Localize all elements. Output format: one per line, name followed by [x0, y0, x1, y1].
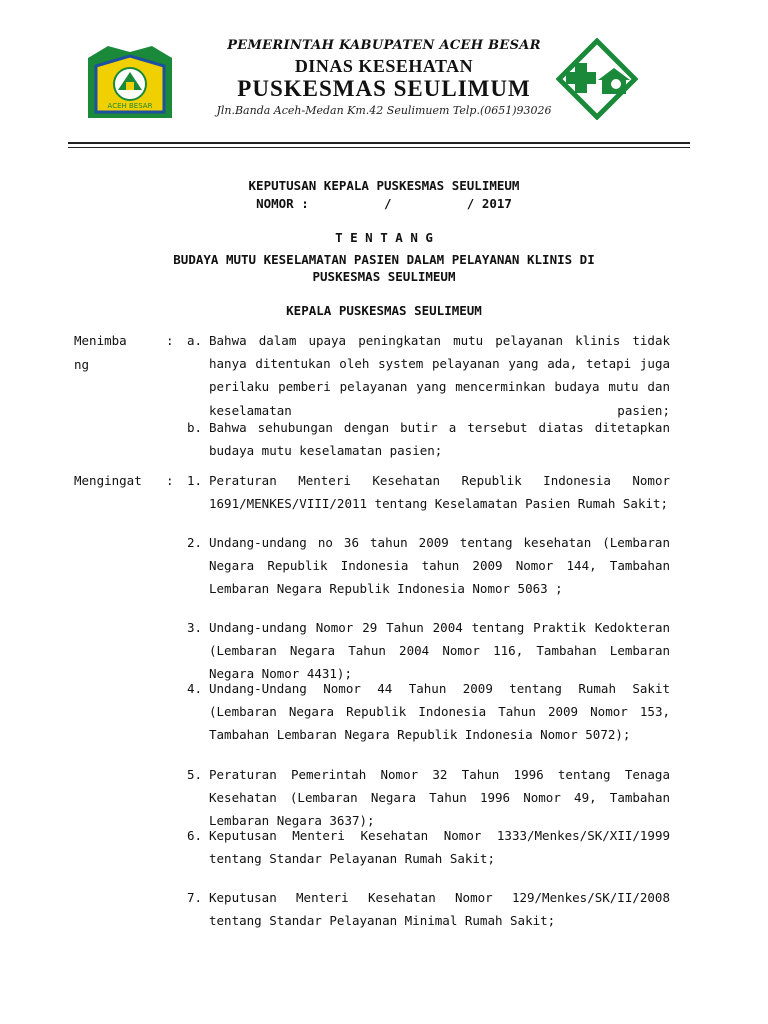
letterhead-rule-thick — [68, 142, 690, 144]
mengingat-label: Mengingat — [74, 473, 142, 488]
mengingat-mark-6: 6. — [186, 828, 202, 843]
mengingat-item-5: Peraturan Pemerintah Nomor 32 Tahun 1996 tentang Tenaga Kesehatan (Lembaran Negara Tahun 1996 Nomor 49, Tambahan Lembaran Negara 3637); — [209, 767, 670, 829]
letterhead-rule-thin — [68, 147, 690, 148]
menimbang-item-b: Bahwa sehubungan dengan butir a tersebut diatas ditetapkan budaya mutu keselamatan pasien; — [209, 420, 670, 459]
menimbang-colon: : — [166, 333, 174, 348]
mengingat-colon: : — [166, 473, 174, 488]
mengingat-mark-1: 1. — [186, 473, 202, 488]
mengingat-item-4: Undang-Undang Nomor 44 Tahun 2009 tentang Rumah Sakit (Lembaran Negara Republik Indonesia Tahun 2009 Nomor 153, Tambahan Lembaran Negara Republik Indonesia Nomor 5072); — [209, 681, 670, 743]
decree-title: KEPUTUSAN KEPALA PUSKESMAS SEULIMEUM — [248, 178, 520, 193]
mengingat-mark-2: 2. — [186, 535, 202, 550]
decree-subject-line1: BUDAYA MUTU KESELAMATAN PASIEN DALAM PELAYANAN KLINIS DI — [173, 252, 595, 267]
letterhead-agency: DINAS KESEHATAN — [294, 56, 474, 76]
decree-about: T E N T A N G — [335, 230, 433, 245]
mengingat-mark-3: 3. — [186, 620, 202, 635]
menimbang-label-line1: Menimba — [74, 333, 127, 348]
mengingat-item-6: Keputusan Menteri Kesehatan Nomor 1333/Menkes/SK/XII/1999 tentang Standar Pelayanan Rumah Sakit; — [209, 828, 670, 867]
mengingat-mark-7: 7. — [186, 890, 202, 905]
letterhead-institution: PUSKESMAS SEULIMUM — [237, 76, 531, 101]
mengingat-mark-5: 5. — [186, 767, 202, 782]
decree-issuer: KEPALA PUSKESMAS SEULIMEUM — [286, 303, 482, 318]
decree-subject-line2: PUSKESMAS SEULIMEUM — [312, 269, 456, 284]
letterhead-government: PEMERINTAH KABUPATEN ACEH BESAR — [227, 38, 541, 53]
logo-left-text: ACEH BESAR — [107, 102, 153, 110]
menimbang-mark-a: a. — [186, 333, 202, 348]
menimbang-item-a: Bahwa dalam upaya peningkatan mutu pelayanan klinis tidak hanya ditentukan oleh system pelayanan yang ada, tetapi juga perilaku pemberi pelayanan yang mencerminkan budaya mutu dan keselamatan pasien; — [209, 333, 670, 418]
decree-number: NOMOR : / / 2017 — [256, 196, 512, 211]
mengingat-item-2: Undang-undang no 36 tahun 2009 tentang kesehatan (Lembaran Negara Republik Indonesia tahun 2009 Nomor 144, Tambahan Lembaran Negara Republik Indonesia Nomor 5063 ; — [209, 535, 670, 597]
letterhead-address: Jln.Banda Aceh-Medan Km.42 Seulimuem Telp.(0651)93026 — [216, 104, 552, 117]
mengingat-mark-4: 4. — [186, 681, 202, 696]
mengingat-item-1: Peraturan Menteri Kesehatan Republik Indonesia Nomor 1691/MENKES/VIII/2011 tentang Keselamatan Pasien Rumah Sakit; — [209, 473, 670, 512]
mengingat-item-3: Undang-undang Nomor 29 Tahun 2004 tentang Praktik Kedokteran (Lembaran Negara Tahun 2004 Nomor 116, Tambahan Lembaran Negara Nomor 4431); — [209, 620, 670, 682]
menimbang-label-line2: ng — [74, 357, 90, 372]
menimbang-mark-b: b. — [186, 420, 202, 435]
mengingat-item-7: Keputusan Menteri Kesehatan Nomor 129/Menkes/SK/II/2008 tentang Standar Pelayanan Minimal Rumah Sakit; — [209, 890, 670, 929]
